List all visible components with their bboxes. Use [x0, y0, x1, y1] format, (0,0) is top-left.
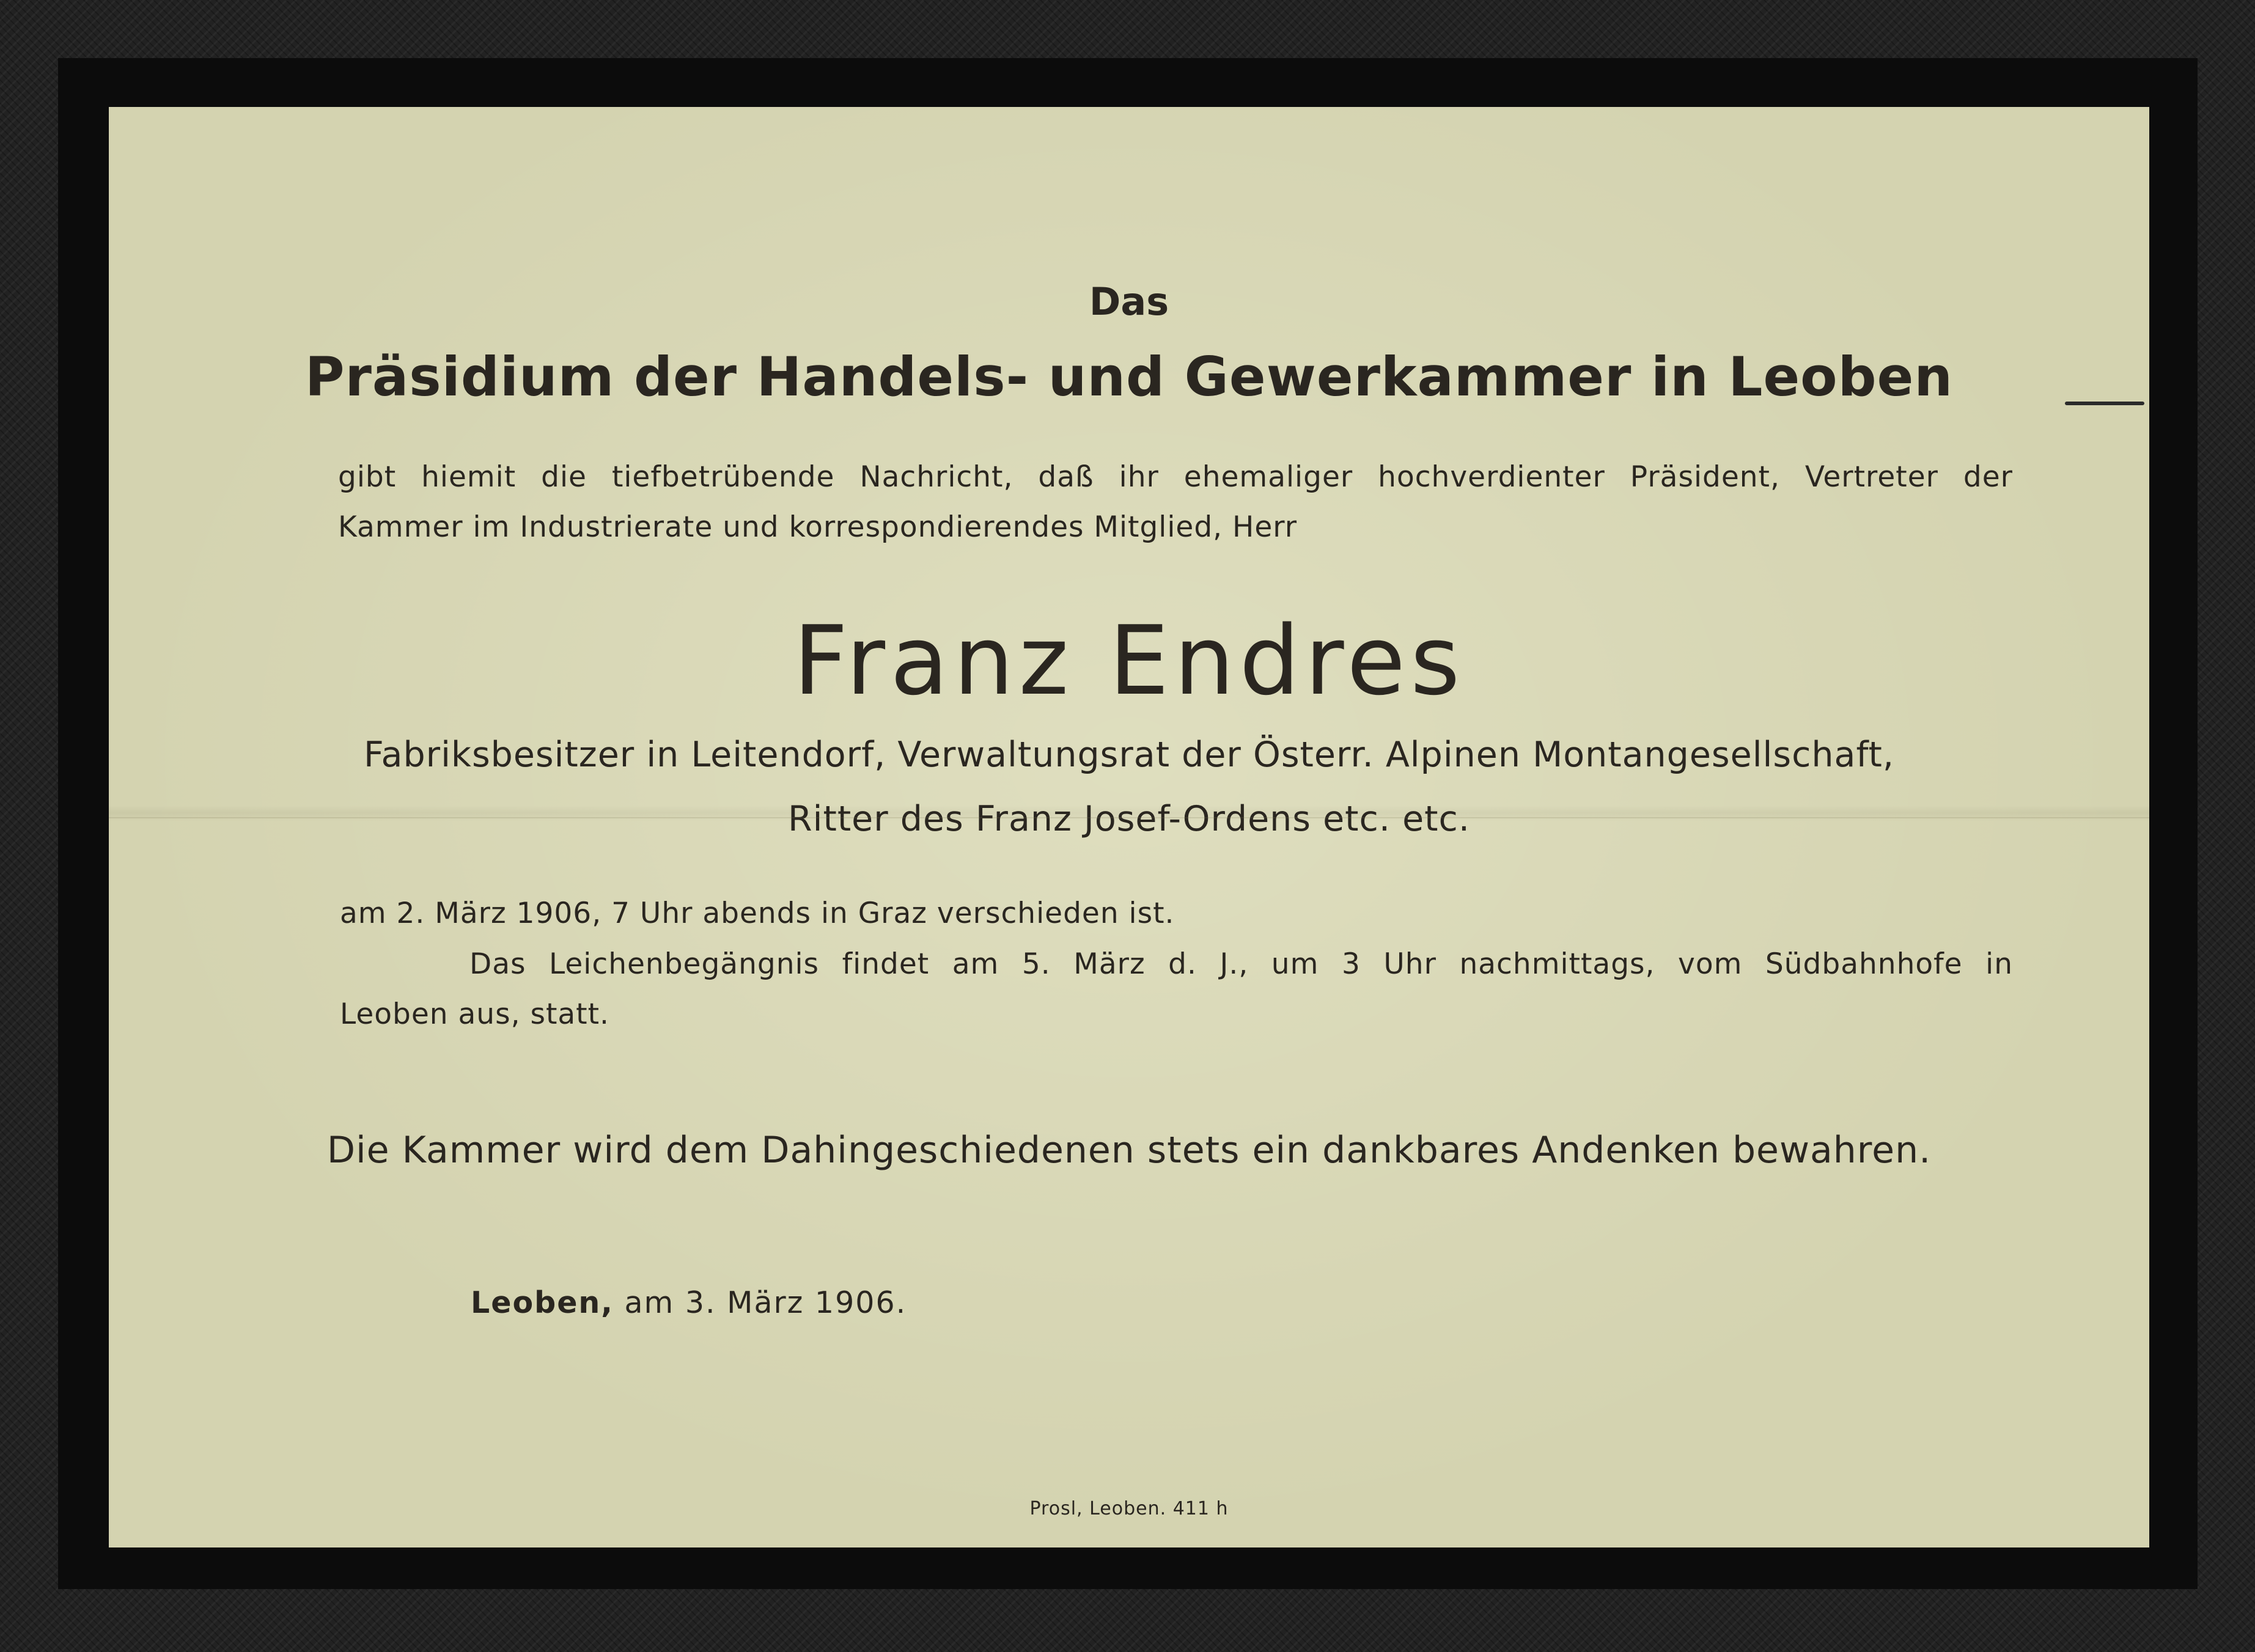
place: Leoben, — [471, 1285, 614, 1320]
funeral-line-1: Das Leichenbegängnis findet am 5. März d. J., um 3 Uhr nachmittags, vom Südbahnhofe in — [469, 947, 2013, 981]
intro-line-1: gibt hiemit die tiefbetrübende Nachricht, daß ihr ehemaliger hochverdienter Präsident, Vertreter der — [338, 460, 2013, 494]
closing-line: Die Kammer wird dem Dahingeschiedenen stets ein dankbares Andenken bewahren. — [326, 1129, 1932, 1172]
fold-line — [109, 817, 2149, 818]
place-date-line — [471, 1285, 907, 1320]
deceased-name: Franz Endres — [793, 605, 1465, 716]
titles-line-2: Ritter des Franz Josef-Ordens etc. etc. — [788, 799, 1470, 839]
date: am 3. März 1906. — [624, 1285, 907, 1320]
pencil-mark — [2065, 402, 2144, 405]
heading-institution: Präsidium der Handels- und Gewerkammer in Leoben — [305, 345, 1953, 408]
funeral-line-2: Leoben aus, statt. — [340, 997, 609, 1031]
heading-das: Das — [1089, 279, 1169, 324]
titles-line-1: Fabriksbesitzer in Leitendorf, Verwaltungsrat der Österr. Alpinen Montangesellschaft, — [364, 735, 1894, 775]
intro-line-2: Kammer im Industrierate und korrespondierendes Mitglied, Herr — [338, 510, 1298, 544]
printer-mark: Prosl, Leoben. 411 h — [1029, 1498, 1229, 1519]
obituary-card — [109, 107, 2149, 1547]
death-line: am 2. März 1906, 7 Uhr abends in Graz verschieden ist. — [340, 897, 1175, 930]
